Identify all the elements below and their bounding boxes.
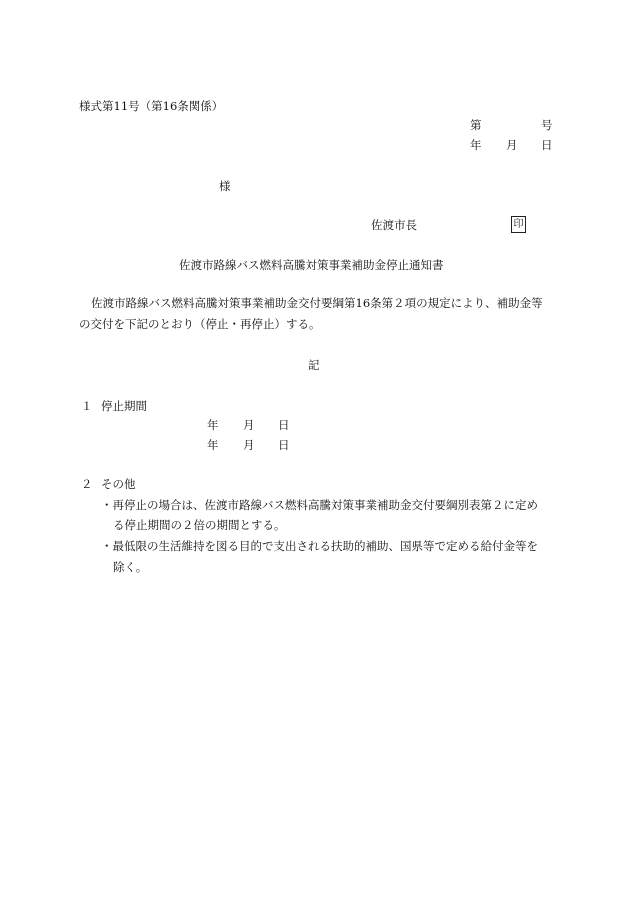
body-line-1: 佐渡市路線バス燃料高騰対策事業補助金交付要綱第16条第２項の規定により、補助金等 [91, 296, 543, 310]
date-day-label: 日 [541, 138, 553, 152]
section-1-heading: 停止期間 [101, 399, 147, 413]
date-year-label: 年 [470, 138, 482, 152]
section-2-number: ２ [81, 477, 93, 491]
section-1-number: １ [81, 399, 93, 413]
bullet-2-line-2: 除く。 [113, 560, 148, 574]
period-end-day: 日 [278, 438, 290, 452]
date-month-label: 月 [506, 138, 518, 152]
document-title: 佐渡市路線バス燃料高騰対策事業補助金停止通知書 [179, 258, 444, 272]
number-suffix: 号 [541, 118, 553, 132]
bullet-2-line-1: ・最低限の生活維持を図る目的で支出される扶助的補助、国県等で定める給付金等を [101, 539, 538, 553]
section-2-heading: その他 [101, 477, 136, 491]
bullet-1-line-1: ・再停止の場合は、佐渡市路線バス燃料高騰対策事業補助金交付要綱別表第２に定め [101, 498, 538, 512]
seal-stamp: 印 [511, 216, 526, 233]
number-prefix: 第 [470, 118, 482, 132]
sender-title: 佐渡市長 [371, 218, 417, 232]
body-line-2: の交付を下記のとおり（停止・再停止）する。 [79, 317, 321, 331]
ki-heading: 記 [308, 358, 320, 372]
period-start-year: 年 [207, 418, 219, 432]
bullet-1-line-2: る停止期間の２倍の期間とする。 [113, 518, 286, 532]
period-start-month: 月 [243, 418, 255, 432]
period-end-year: 年 [207, 438, 219, 452]
form-label: 様式第11号（第16条関係） [79, 99, 224, 113]
period-start-day: 日 [278, 418, 290, 432]
addressee-honorific: 様 [219, 179, 231, 193]
period-end-month: 月 [243, 438, 255, 452]
